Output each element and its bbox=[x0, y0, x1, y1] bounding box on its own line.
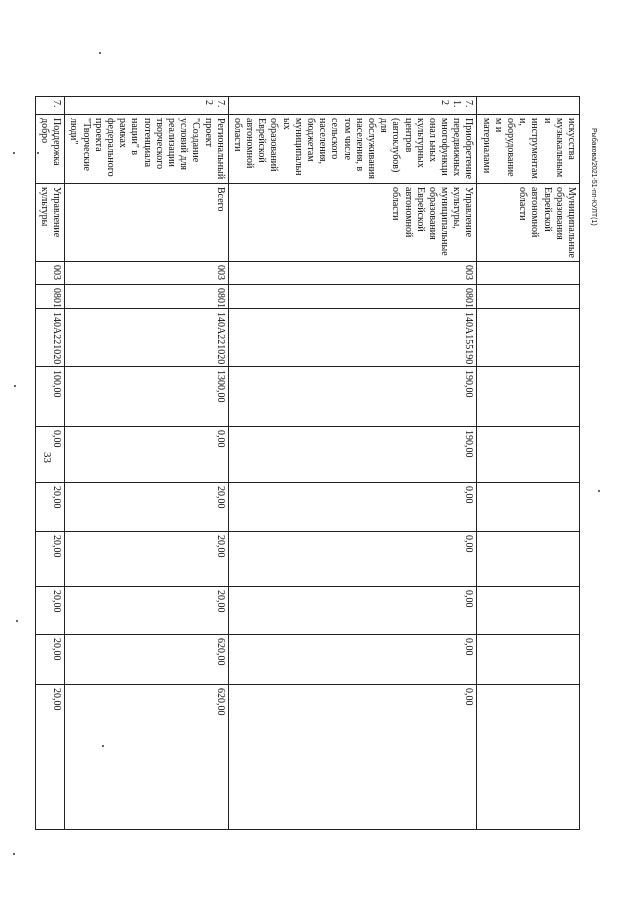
cell-value: 0,00 bbox=[228, 587, 477, 635]
cell-executor: Управление культуры bbox=[35, 184, 64, 262]
cell-csr: 140A221020 bbox=[65, 309, 228, 367]
cell-value: 20,00 bbox=[65, 483, 228, 532]
cell-name: Региональный проект "Создание условий для реализации творческого потенциала нации" в рамках федерального проекта "Творческие люди" bbox=[65, 115, 228, 184]
cell-executor: Муниципальные образования Еврейской автономной области bbox=[477, 184, 580, 262]
cell-csr bbox=[477, 309, 580, 367]
cell-csr: 140A155190 bbox=[228, 309, 477, 367]
cell-value: 620,00 bbox=[65, 685, 228, 830]
table-row bbox=[477, 97, 580, 830]
cell-value bbox=[477, 635, 580, 685]
cell-value: 20,00 bbox=[35, 483, 64, 532]
cell-name: Поддержка добро bbox=[35, 115, 64, 184]
cell-name: Приобретение передвижных многофункционал ьных культурных центров (автоклубов) для обслуживания населения, в том числе сельского населения, бюджетам муниципальных образований Еврейской автономной области bbox=[228, 115, 477, 184]
scan-speck bbox=[37, 152, 39, 154]
cell-value: 190,00 bbox=[228, 367, 477, 427]
cell-value: 20,00 bbox=[35, 685, 64, 830]
scan-speck bbox=[99, 52, 101, 54]
cell-value: 1300,00 bbox=[65, 367, 228, 427]
cell-grbs bbox=[477, 262, 580, 285]
scan-speck bbox=[16, 620, 18, 622]
cell-value: 0,00 bbox=[228, 685, 477, 830]
cell-value: 0,00 bbox=[65, 427, 228, 483]
scan-speck bbox=[14, 385, 16, 387]
cell-value: 190,00 bbox=[228, 427, 477, 483]
cell-rz: 0801 bbox=[65, 285, 228, 309]
scan-speck bbox=[13, 152, 15, 154]
cell-value: 20,00 bbox=[65, 587, 228, 635]
cell-executor: Всего bbox=[65, 184, 228, 262]
table-row bbox=[35, 97, 64, 830]
cell-number bbox=[477, 97, 580, 115]
scan-speck bbox=[598, 490, 600, 492]
cell-value: 20,00 bbox=[35, 532, 64, 587]
cell-grbs: 003 bbox=[35, 262, 64, 285]
cell-rz: 0801 bbox=[35, 285, 64, 309]
cell-value: 20,00 bbox=[65, 532, 228, 587]
cell-grbs: 003 bbox=[228, 262, 477, 285]
cell-number: 7. 1. 2 bbox=[228, 97, 477, 115]
cell-value: 0,00 bbox=[228, 532, 477, 587]
cell-value bbox=[477, 483, 580, 532]
table-row bbox=[65, 97, 228, 830]
cell-rz: 0801 bbox=[228, 285, 477, 309]
cell-value bbox=[477, 367, 580, 427]
cell-value: 620,00 bbox=[65, 635, 228, 685]
cell-value bbox=[477, 587, 580, 635]
cell-value bbox=[477, 427, 580, 483]
cell-number: 7. bbox=[35, 97, 64, 115]
cell-value: 0,00 bbox=[228, 635, 477, 685]
cell-name: искусства музыкальными инструментами, оборудованием и материалами bbox=[477, 115, 580, 184]
cell-value: 0,00 bbox=[35, 427, 64, 483]
budget-table bbox=[35, 96, 580, 830]
cell-value: 20,00 bbox=[35, 635, 64, 685]
document-code: Рыбакова/2021-51-пп-КУЛТ(1) bbox=[590, 128, 597, 226]
cell-rz bbox=[477, 285, 580, 309]
page-number: 33 bbox=[41, 452, 53, 463]
cell-value bbox=[477, 532, 580, 587]
table-row bbox=[228, 97, 477, 830]
cell-grbs: 003 bbox=[65, 262, 228, 285]
cell-value: 20,00 bbox=[35, 587, 64, 635]
cell-value bbox=[477, 685, 580, 830]
cell-value: 100,00 bbox=[35, 367, 64, 427]
cell-value: 0,00 bbox=[228, 483, 477, 532]
scan-speck bbox=[13, 853, 15, 855]
cell-csr: 140A221020 bbox=[35, 309, 64, 367]
cell-executor: Управление культуры, муниципальные образования Еврейской автономной области bbox=[228, 184, 477, 262]
cell-number: 7. 2 bbox=[65, 97, 228, 115]
scan-speck bbox=[102, 745, 104, 747]
